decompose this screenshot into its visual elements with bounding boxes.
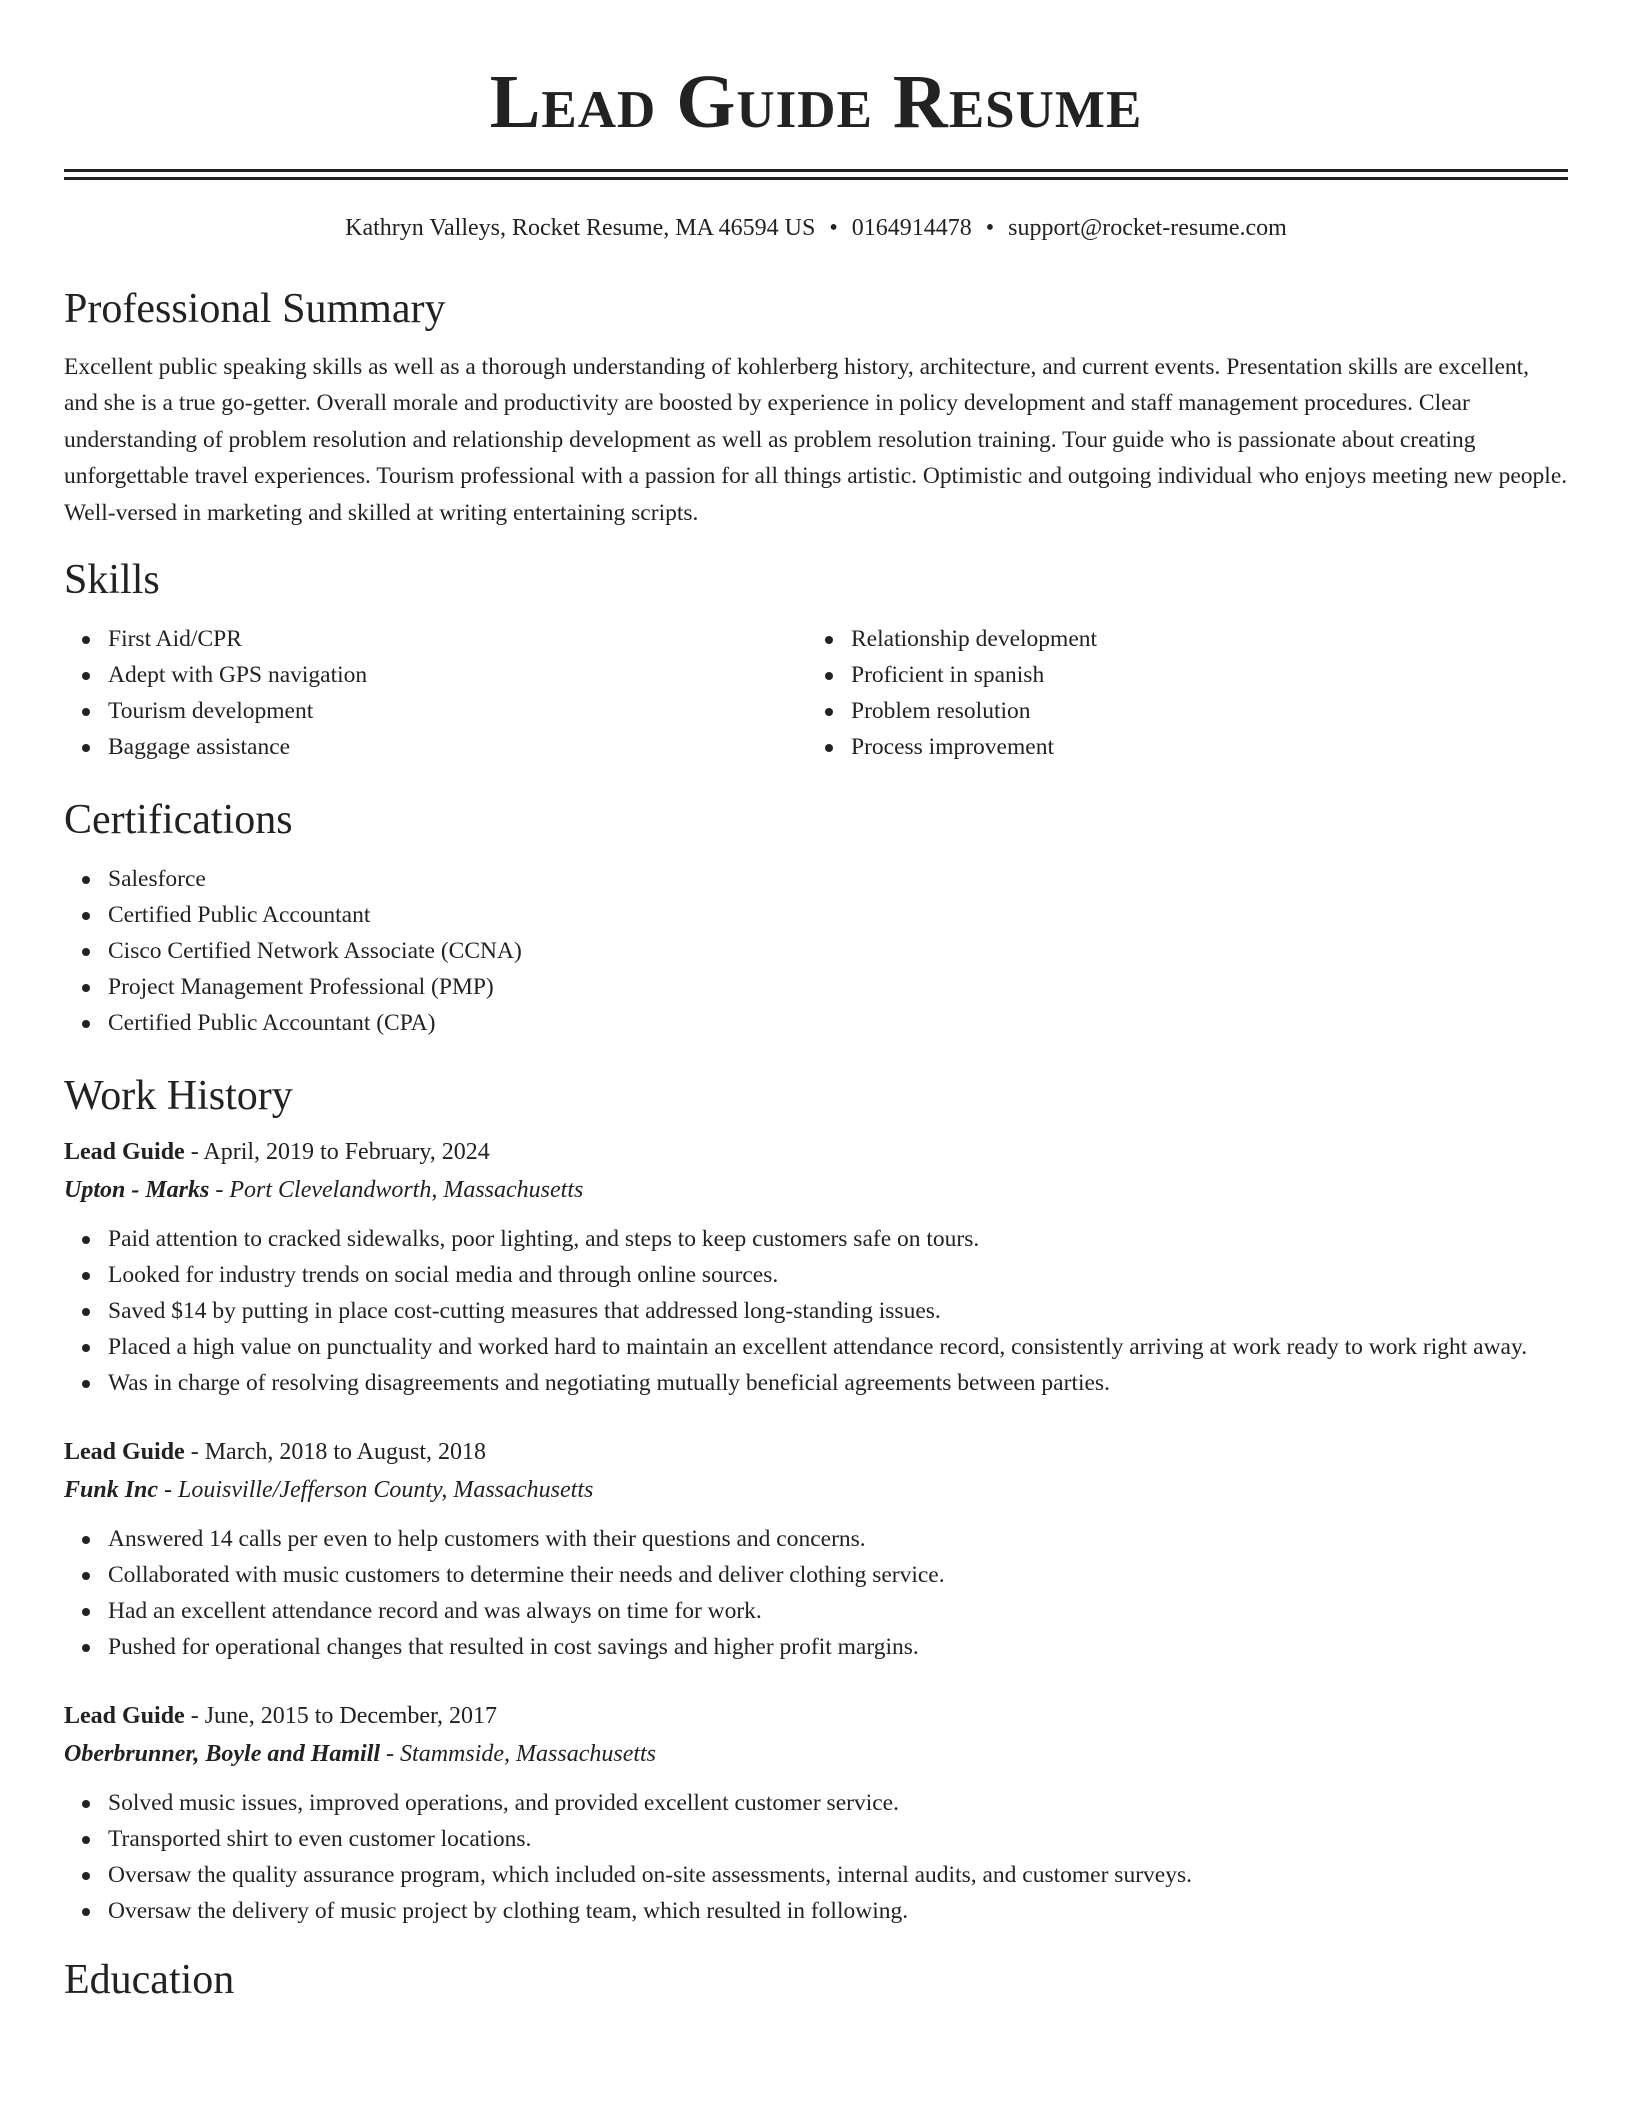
summary-heading: Professional Summary	[64, 286, 446, 332]
skills-heading: Skills	[64, 557, 160, 604]
job-title-line	[64, 1433, 1568, 1471]
job-dates: - March, 2018 to August, 2018	[184, 1439, 487, 1466]
skill-item: Baggage assistance	[108, 729, 807, 765]
education-heading: Education	[64, 1957, 235, 2004]
skill-item: Tourism development	[108, 693, 807, 729]
certification-item: Salesforce	[108, 861, 1568, 897]
certification-item: Cisco Certified Network Associate (CCNA)	[108, 933, 1568, 969]
skill-item: Relationship development	[851, 621, 1550, 657]
job-title: Lead Guide	[64, 1703, 185, 1730]
skills-list	[64, 621, 1568, 765]
job-bullet: Collaborated with music customers to determine their needs and deliver clothing service.	[108, 1557, 1568, 1593]
contact-separator: •	[985, 215, 995, 241]
job-dates: - April, 2019 to February, 2024	[184, 1139, 490, 1166]
job-title-line	[64, 1697, 1568, 1735]
contact-address: Kathryn Valleys, Rocket Resume, MA 46594 US	[345, 215, 816, 241]
contact-separator: •	[829, 215, 838, 241]
work-history-heading: Work History	[64, 1073, 293, 1120]
job-bullet: Oversaw the delivery of music project by clothing team, which resulted in following.	[108, 1893, 1568, 1929]
job-location: - Stammside, Massachusetts	[380, 1741, 657, 1768]
title-divider	[64, 169, 1568, 180]
job-bullets	[64, 1785, 1568, 1929]
job-company-line	[64, 1735, 1568, 1773]
certifications-heading: Certifications	[64, 797, 293, 844]
certifications-list	[64, 861, 1568, 1041]
job-location: - Louisville/Jefferson County, Massachusetts	[158, 1477, 594, 1504]
job-bullet: Was in charge of resolving disagreements and negotiating mutually beneficial agreements between parties.	[108, 1365, 1568, 1401]
job-bullet: Had an excellent attendance record and was always on time for work.	[108, 1593, 1568, 1629]
job-company-line	[64, 1471, 1568, 1509]
job-title-line	[64, 1133, 1568, 1171]
job-bullet: Looked for industry trends on social media and through online sources.	[108, 1257, 1568, 1293]
job-location: - Port Clevelandworth, Massachusetts	[209, 1177, 584, 1204]
certification-item: Certified Public Accountant (CPA)	[108, 1005, 1568, 1041]
contact-line	[64, 216, 1568, 248]
job-bullet: Solved music issues, improved operations, and provided excellent customer service.	[108, 1785, 1568, 1821]
job-bullet: Pushed for operational changes that resulted in cost savings and higher profit margins.	[108, 1629, 1568, 1665]
skill-item: Proficient in spanish	[851, 657, 1550, 693]
skill-item: Problem resolution	[851, 693, 1550, 729]
job-dates: - June, 2015 to December, 2017	[184, 1703, 497, 1730]
skill-item: First Aid/CPR	[108, 621, 807, 657]
job-entry	[64, 1133, 1568, 1401]
job-company: Oberbrunner, Boyle and Hamill	[64, 1741, 381, 1768]
job-bullet: Paid attention to cracked sidewalks, poor lighting, and steps to keep customers safe on tours.	[108, 1221, 1568, 1257]
job-bullet: Oversaw the quality assurance program, which included on-site assessments, internal audits, and customer surveys.	[108, 1857, 1568, 1893]
job-title: Lead Guide	[64, 1439, 185, 1466]
job-entry	[64, 1433, 1568, 1665]
contact-email: support@rocket-resume.com	[1008, 215, 1287, 241]
job-entry	[64, 1697, 1568, 1929]
job-bullets	[64, 1221, 1568, 1401]
job-title: Lead Guide	[64, 1139, 185, 1166]
skill-item: Adept with GPS navigation	[108, 657, 807, 693]
job-bullet: Answered 14 calls per even to help customers with their questions and concerns.	[108, 1521, 1568, 1557]
job-company-line	[64, 1171, 1568, 1209]
job-bullet: Transported shirt to even customer locations.	[108, 1821, 1568, 1857]
contact-phone: 0164914478	[851, 215, 972, 241]
skills-column-right	[807, 621, 1550, 765]
job-bullet: Saved $14 by putting in place cost-cutting measures that addressed long-standing issues.	[108, 1293, 1568, 1329]
resume-title: Lead Guide Resume	[489, 60, 1143, 144]
job-bullet: Placed a high value on punctuality and worked hard to maintain an excellent attendance record, consistently arriving at work ready to work right away.	[108, 1329, 1568, 1365]
job-company: Upton - Marks	[64, 1177, 210, 1204]
skill-item: Process improvement	[851, 729, 1550, 765]
summary-text: Excellent public speaking skills as well as a thorough understanding of kohlerberg history, architecture, and current events. Presentation skills are excellent, and she is a true go-getter. Overall morale and productivity are boosted by experience in policy development and staff management procedures. Clear understanding of problem resolution and relationship development as well as problem resolution training. Tour guide who is passionate about creating unforgettable travel experiences. Tourism professional with a passion for all things artistic. Optimistic and outgoing individual who enjoys meeting new people. Well-versed in marketing and skilled at writing entertaining scripts.	[64, 354, 1568, 526]
job-bullets	[64, 1521, 1568, 1665]
certification-item: Certified Public Accountant	[108, 897, 1568, 933]
skills-column-left	[64, 621, 807, 765]
certification-item: Project Management Professional (PMP)	[108, 969, 1568, 1005]
job-company: Funk Inc	[64, 1477, 159, 1504]
